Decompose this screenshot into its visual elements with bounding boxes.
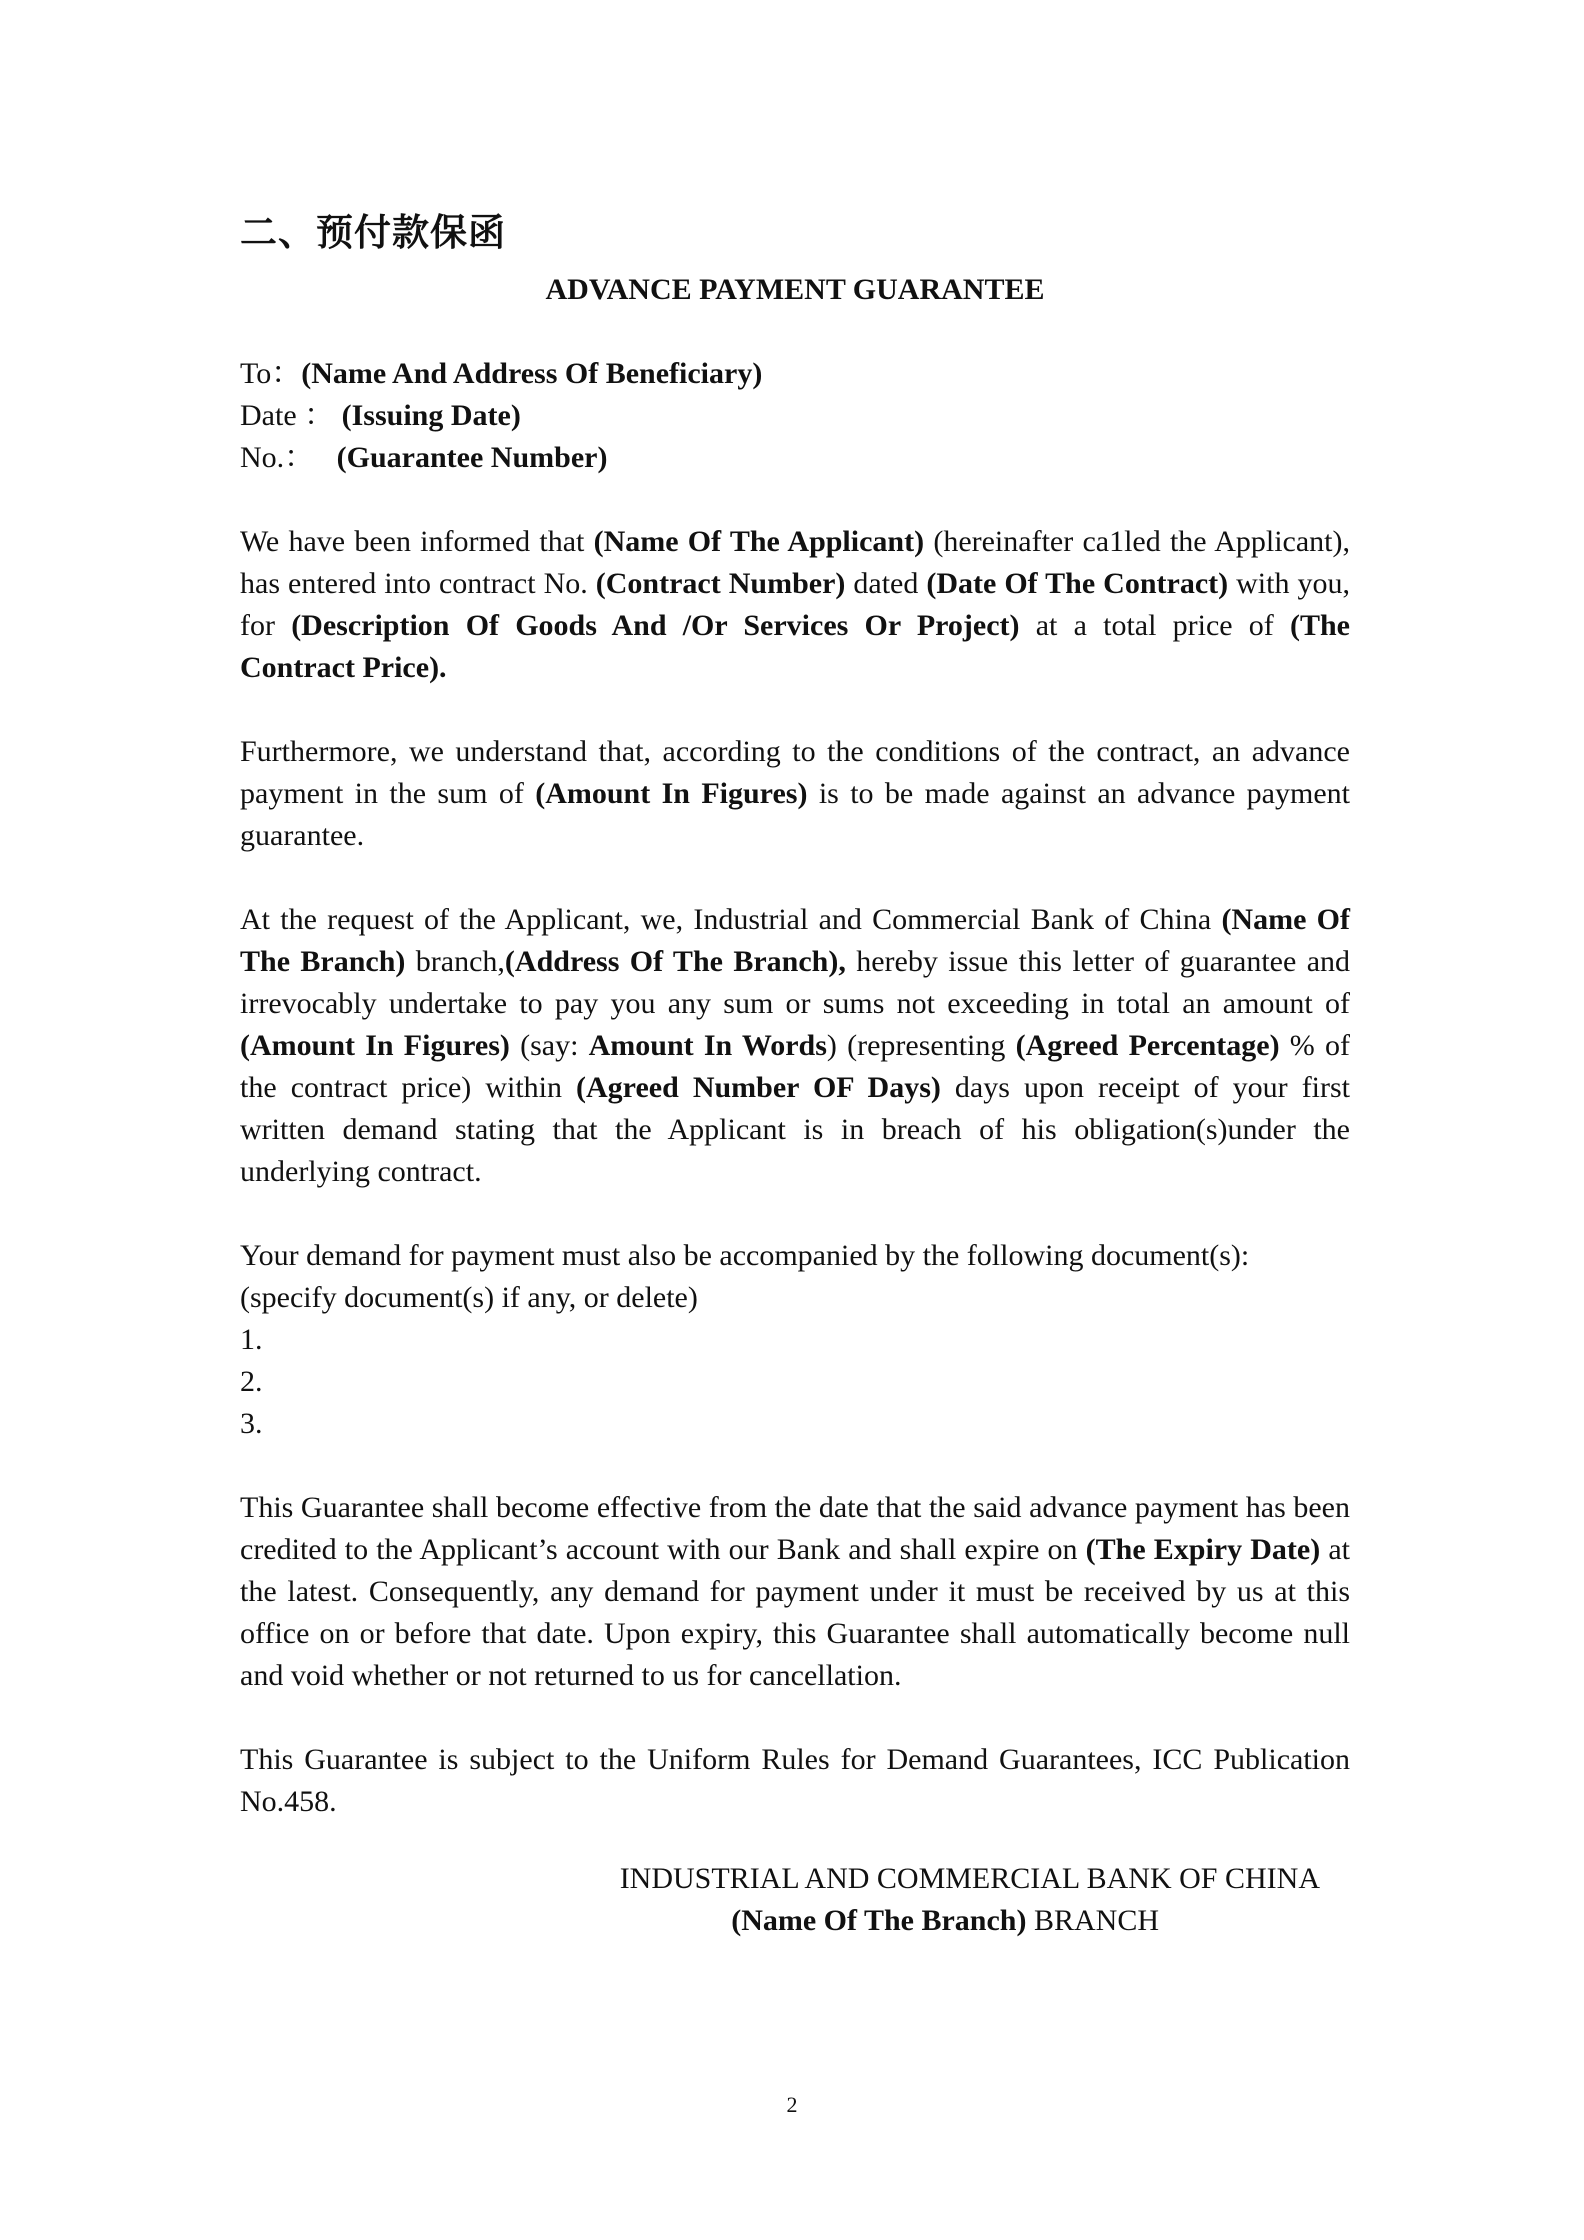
document-body	[240, 205, 1350, 1823]
document-list-item-3: 3.	[240, 1407, 263, 1440]
para5-text-2: at the latest. Consequently, any demand for payment under it must be received by us at this office on or before that date. Upon expiry, this Guarantee shall automatically become null and void whether or not returned to us for cancellation.	[240, 1533, 1350, 1692]
branch-line	[240, 1900, 1350, 1942]
para3-text-5: ) (representing	[826, 1029, 1016, 1062]
page-number: 2	[786, 2092, 798, 2117]
para1-text-3: dated	[845, 567, 927, 600]
header-block	[240, 353, 1350, 479]
para3-text-4: (say:	[509, 1029, 589, 1062]
goods-description-placeholder: (Description Of Goods And /Or Services Or Project)	[291, 609, 1020, 642]
branch-suffix: BRANCH	[1026, 1904, 1159, 1937]
para1-text-5: at a total price of	[1019, 609, 1290, 642]
paragraph-contract-info	[240, 521, 1350, 689]
paragraph-rules: This Guarantee is subject to the Uniform Rules for Demand Guarantees, ICC Publication No.458.	[240, 1743, 1350, 1818]
para3-text-6: % of the contract price) within	[240, 1029, 1350, 1104]
para3-text-1: At the request of the Applicant, we, Industrial and Commercial Bank of China	[240, 903, 1222, 936]
documents-line-1: Your demand for payment must also be accompanied by the following document(s):	[240, 1239, 1250, 1272]
para3-text-2: branch,	[405, 945, 505, 978]
to-label: To：	[240, 357, 302, 390]
guarantee-number-placeholder: (Guarantee Number)	[336, 441, 608, 474]
para3-text-7: days upon receipt of your first written demand stating that the Applicant is in breach of his obligation(s)under the underlying contract.	[240, 1071, 1351, 1188]
para2-text-1: Furthermore, we understand that, according to the conditions of the contract, an advance payment in the sum of	[240, 735, 1350, 810]
documents-line-2: (specify document(s) if any, or delete)	[240, 1281, 698, 1314]
date-label: Date ：	[240, 399, 335, 432]
paragraph-undertaking	[240, 899, 1350, 1193]
number-label: No.：	[240, 441, 315, 474]
contract-price-placeholder: (The Contract Price).	[240, 609, 1350, 684]
beneficiary-placeholder: (Name And Address Of Beneficiary)	[301, 357, 763, 390]
para5-text-1: This Guarantee shall become effective from the date that the said advance payment has been credited to the Applicant’s account with our Bank and shall expire on	[240, 1491, 1350, 1566]
total-amount-figures-placeholder: (Amount In Figures)	[240, 1029, 510, 1062]
contract-number-placeholder: (Contract Number)	[595, 567, 846, 600]
branch-name-signature-placeholder: (Name Of The Branch)	[731, 1904, 1027, 1937]
amount-figures-placeholder: (Amount In Figures)	[535, 777, 808, 810]
applicant-name-placeholder: (Name Of The Applicant)	[593, 525, 925, 558]
date-line	[240, 395, 1350, 437]
paragraph-advance-payment	[240, 731, 1350, 857]
paragraph-validity	[240, 1487, 1350, 1697]
branch-name-placeholder: (Name Of The Branch)	[240, 903, 1350, 978]
agreed-days-placeholder: (Agreed Number OF Days)	[576, 1071, 941, 1104]
expiry-date-placeholder: (The Expiry Date)	[1085, 1533, 1321, 1566]
document-title: ADVANCE PAYMENT GUARANTEE	[545, 273, 1045, 306]
amount-words-placeholder: Amount In Words	[588, 1029, 827, 1062]
agreed-percentage-placeholder: (Agreed Percentage)	[1015, 1029, 1280, 1062]
para1-text-2: (hereinafter ca1led the Applicant), has entered into contract No.	[240, 525, 1350, 600]
bank-name: INDUSTRIAL AND COMMERCIAL BANK OF CHINA	[619, 1862, 1320, 1895]
branch-address-placeholder: (Address Of The Branch),	[504, 945, 846, 978]
section-heading: 二、预付款保函	[240, 211, 506, 254]
number-line	[240, 437, 1350, 479]
para3-text-3: hereby issue this letter of guarantee and irrevocably undertake to pay you any sum or sums not exceeding in total an amount of	[240, 945, 1351, 1020]
signature-block	[240, 1858, 1350, 1942]
document-list-item-1: 1.	[240, 1323, 263, 1356]
document-list	[240, 1319, 1350, 1445]
para1-text-1: We have been informed that	[240, 525, 594, 558]
to-line	[240, 353, 1350, 395]
issuing-date-placeholder: (Issuing Date)	[341, 399, 521, 432]
paragraph-documents	[240, 1235, 1350, 1445]
para1-text-4: with you, for	[240, 567, 1350, 642]
para2-text-2: is to be made against an advance payment guarantee.	[240, 777, 1350, 852]
contract-date-placeholder: (Date Of The Contract)	[926, 567, 1229, 600]
document-list-item-2: 2.	[240, 1365, 263, 1398]
